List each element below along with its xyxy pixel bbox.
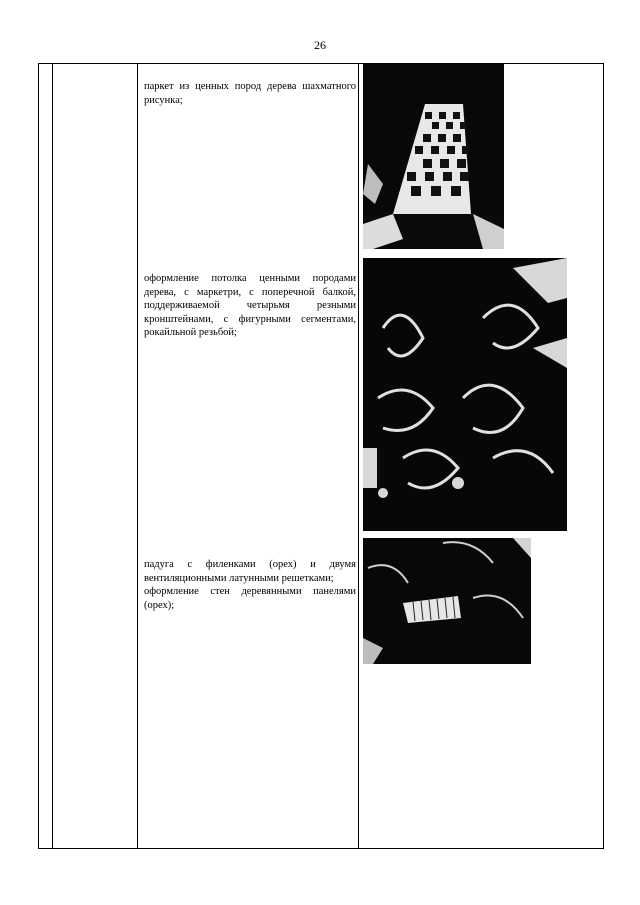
table-column-divider [52,63,53,849]
parquet-photo [363,64,504,249]
table-cell-text [144,558,356,612]
table-border-bottom [38,848,604,849]
table-column-divider [137,63,138,849]
text-paragraph: падуга с филенками (орех) и двумя вентиляционными латунными решетками; [144,559,356,584]
table-border-right [603,63,604,849]
table-cell-text [144,80,356,107]
cornice-photo [363,538,531,664]
table-column-divider [358,63,359,849]
text-paragraph: оформление потолка ценными породами дерева, с маркетри, с поперечной балкой, поддерживаемой четырьмя резными кронштейнами, с фигурными сегментами, рокайльной резьбой; [144,273,356,338]
text-paragraph: оформление стен деревянными панелями (орех); [144,586,356,611]
text-paragraph: паркет из ценных пород дерева шахматного рисунка; [144,81,356,106]
table-border-top [38,63,604,64]
table-border-left [38,63,39,849]
ceiling-photo [363,258,567,531]
page-number: 26 [314,38,326,52]
table-cell-text [144,272,356,340]
